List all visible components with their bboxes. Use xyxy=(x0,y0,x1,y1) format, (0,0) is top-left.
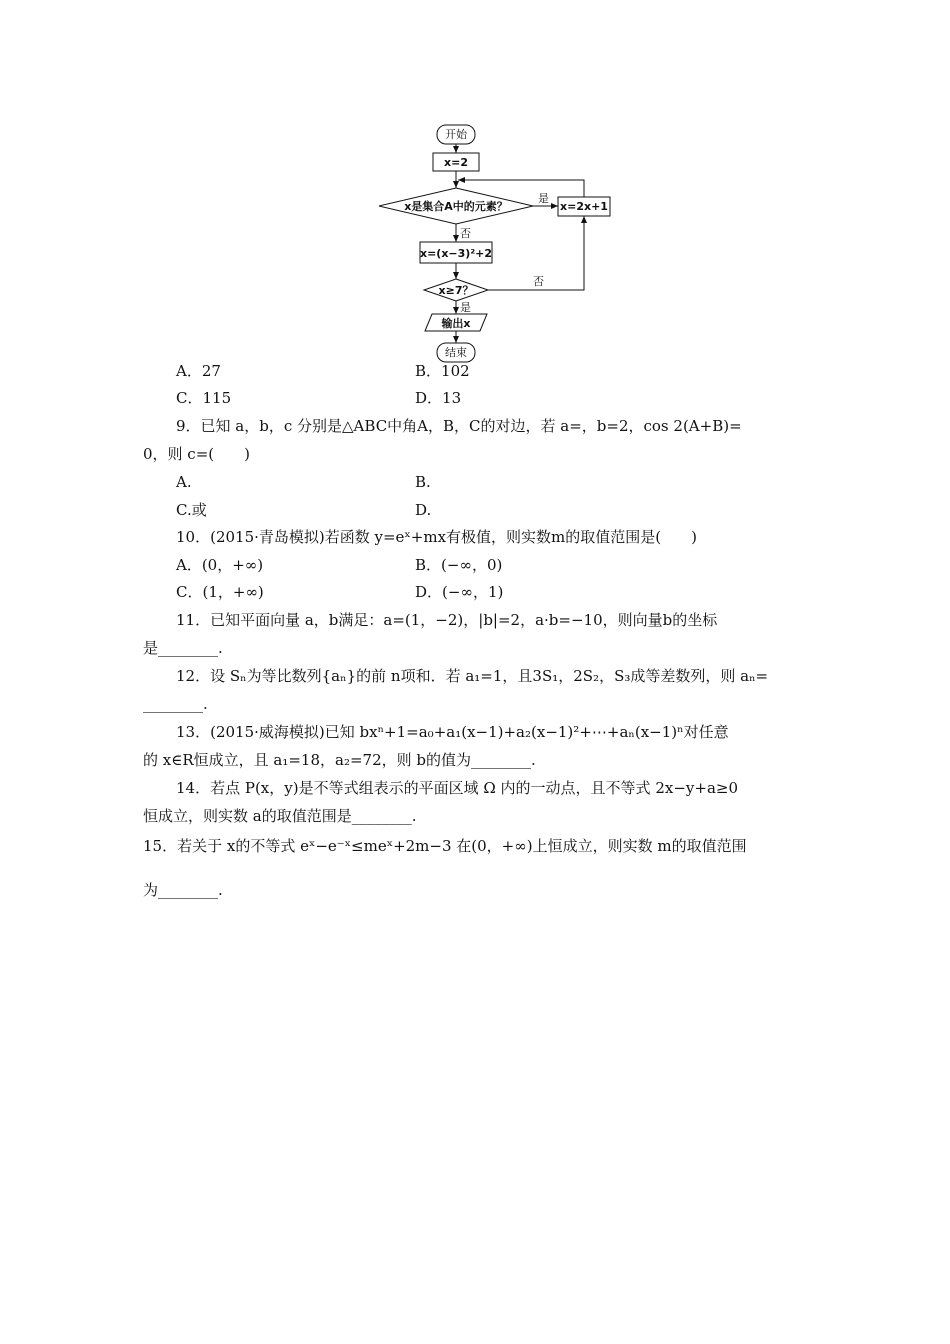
q14-stem-line2: 恒成立，则实数 a的取值范围是________. xyxy=(143,807,417,825)
q12-stem-line1: 12．设 Sₙ为等比数列{aₙ}的前 n项和．若 a₁=1，且3S₁，2S₂，S₃成等差数列，则 aₙ= xyxy=(176,667,769,685)
q11-stem-line1: 11．已知平面向量 a，b满足：a=(1，−2)，|b|=2，a·b=−10，则向量b的坐标 xyxy=(176,611,718,629)
q8-option-d: D．13 xyxy=(415,389,462,407)
q9-option-c: C.或 xyxy=(176,501,207,519)
q9-option-a: A. xyxy=(176,473,192,491)
q14-stem-line1: 14．若点 P(x，y)是不等式组表示的平面区域 Ω 内的一动点，且不等式 2x−y+a≥0 xyxy=(176,779,738,797)
q15-stem-line2: 为________. xyxy=(143,881,223,899)
flowchart xyxy=(0,0,950,380)
q13-stem-line2: 的 x∈R恒成立，且 a₁=18，a₂=72，则 b的值为________. xyxy=(143,751,536,769)
q10-option-c: C．(1，+∞) xyxy=(176,583,264,601)
flow-decision1-label: x是集合A中的元素？ xyxy=(404,200,508,213)
q9-option-d: D. xyxy=(415,501,432,519)
q10-option-b: B．(−∞，0) xyxy=(415,556,503,574)
q9-stem-line1: 9．已知 a，b，c 分别是△ABC中角A，B，C的对边，若 a=，b=2，cos 2(A+B)= xyxy=(176,417,742,435)
q10-option-d: D．(−∞，1) xyxy=(415,583,504,601)
flow-no2-label: 否 xyxy=(533,275,544,288)
flow-output-label: 输出x xyxy=(441,317,471,330)
flow-end-label: 结束 xyxy=(445,346,467,359)
q9-option-b: B. xyxy=(415,473,431,491)
q12-stem-line2: ________. xyxy=(143,695,208,713)
flow-process-label: x=(x−3)²+2 xyxy=(419,247,493,260)
q9-stem-line2: 0，则 c=( ) xyxy=(143,445,250,463)
q8-option-b: B．102 xyxy=(415,362,470,380)
q10-option-a: A．(0，+∞) xyxy=(176,556,264,574)
q13-stem-line1: 13．(2015·威海模拟)已知 bxⁿ+1=a₀+a₁(x−1)+a₂(x−1)²+⋯+aₙ(x−1)ⁿ对任意 xyxy=(176,723,729,741)
flow-yes2-label: 是 xyxy=(460,301,471,314)
q11-stem-line2: 是________. xyxy=(143,639,223,657)
flow-init-label: x=2 xyxy=(444,156,468,169)
flow-no1-label: 否 xyxy=(460,227,471,240)
q8-option-a: A．27 xyxy=(176,362,221,380)
flow-start-label: 开始 xyxy=(445,128,467,141)
q8-option-c: C．115 xyxy=(176,389,232,407)
flow-update-label: x=2x+1 xyxy=(560,200,608,213)
q10-stem: 10．(2015·青岛模拟)若函数 y=eˣ+mx有极值，则实数m的取值范围是( ) xyxy=(176,528,697,546)
flow-decision2-label: x≥7？ xyxy=(438,284,474,297)
q15-stem-line1: 15．若关于 x的不等式 eˣ−e⁻ˣ≤meˣ+2m−3 在(0，+∞)上恒成立，则实数 m的取值范围 xyxy=(143,837,747,855)
flow-yes1-label: 是 xyxy=(538,192,549,205)
